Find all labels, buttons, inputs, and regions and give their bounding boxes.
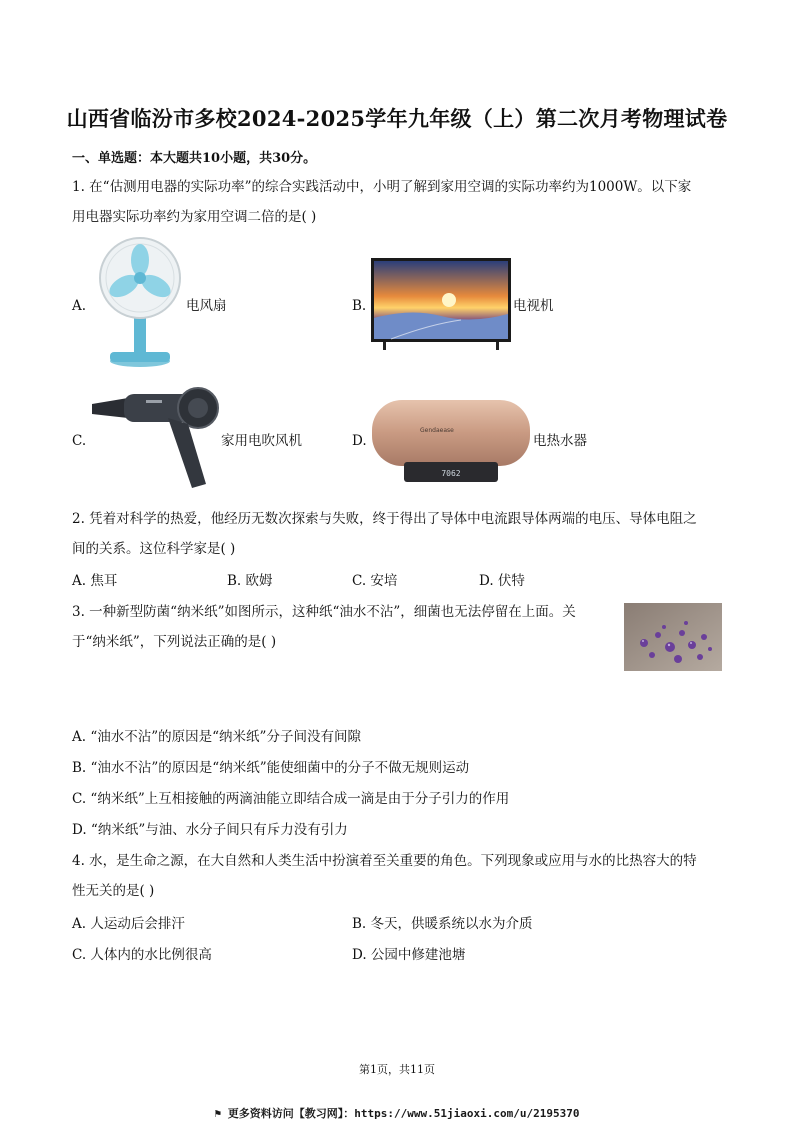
q3-option-a: A. “油水不沾”的原因是“纳米纸”分子间没有间隙	[72, 729, 361, 745]
q3-option-b: B. “油水不沾”的原因是“纳米纸”能使细菌中的分子不做无规则运动	[72, 760, 470, 776]
television-image	[371, 258, 511, 352]
q1-option-d-text: 电热水器	[533, 433, 587, 449]
question-1-line-1: 1. 在“估测用电器的实际功率”的综合实践活动中，小明了解到家用空调的实际功率约为1000W。以下家	[72, 179, 692, 195]
resource-link-text: 更多资料访问【教习网】：https://www.51jiaoxi.com/u/2195370	[227, 1107, 580, 1120]
q1-option-c-letter: C.	[72, 433, 87, 449]
electric-water-heater-image	[370, 396, 532, 486]
question-3	[72, 597, 617, 657]
q3-option-c: C. “纳米纸”上互相接触的两滴油能立即结合成一滴是由于分子引力的作用	[72, 791, 510, 807]
q3-option-d: D. “纳米纸”与油、水分子间只有斥力没有引力	[72, 822, 348, 838]
question-3-line-1: 3. 一种新型防菌“纳米纸”如图所示，这种纸“油水不沾”，细菌也无法停留在上面。关	[72, 604, 576, 620]
q2-option-b: B. 欧姆	[227, 573, 273, 589]
question-1-line-2: 用电器实际功率约为家用空调二倍的是( )	[72, 209, 317, 225]
q2-option-c: C. 安培	[352, 573, 398, 589]
question-4-line-1: 4. 水，是生命之源，在大自然和人类生活中扮演着至关重要的角色。下列现象或应用与水的比热容大的特	[72, 853, 697, 869]
q4-option-b: B. 冬天，供暖系统以水为介质	[352, 916, 533, 932]
page-number: 第1页，共11页	[359, 1063, 435, 1076]
q1-option-a-text: 电风扇	[186, 298, 227, 314]
q1-option-c-text: 家用电吹风机	[221, 433, 302, 449]
q1-option-b-text: 电视机	[513, 298, 554, 314]
question-1	[72, 172, 722, 232]
question-4	[72, 846, 722, 906]
question-2-line-2: 间的关系。这位科学家是( )	[72, 541, 236, 557]
resource-link[interactable]	[0, 1105, 794, 1121]
q4-option-a: A. 人运动后会排汗	[72, 916, 185, 932]
question-2-line-1: 2. 凭着对科学的热爱，他经历无数次探索与失败，终于得出了导体中电流跟导体两端的电压、导体电阻之	[72, 511, 697, 527]
q4-option-d: D. 公园中修建池塘	[352, 947, 466, 963]
q1-option-a-letter: A.	[72, 298, 87, 314]
electric-fan-image	[96, 236, 184, 370]
q1-option-b-letter: B.	[352, 298, 367, 314]
question-2	[72, 504, 722, 564]
hair-dryer-image	[88, 384, 222, 494]
q4-option-c: C. 人体内的水比例很高	[72, 947, 212, 963]
heater-brand-text: Gendaease	[420, 427, 454, 434]
question-3-line-2: 于“纳米纸”，下列说法正确的是( )	[72, 634, 277, 650]
heater-display-text: 7062	[441, 469, 461, 478]
nano-paper-image	[624, 603, 722, 671]
question-4-line-2: 性无关的是( )	[72, 883, 155, 899]
section-heading: 一、单选题：本大题共10小题，共30分。	[72, 151, 317, 166]
q2-option-d: D. 伏特	[479, 573, 525, 589]
page-title: 山西省临汾市多校2024-2025学年九年级（上）第二次月考物理试卷	[66, 106, 728, 131]
q1-option-d-letter: D.	[352, 433, 367, 449]
q2-option-a: A. 焦耳	[72, 573, 118, 589]
flag-icon: ⚑	[214, 1107, 228, 1120]
